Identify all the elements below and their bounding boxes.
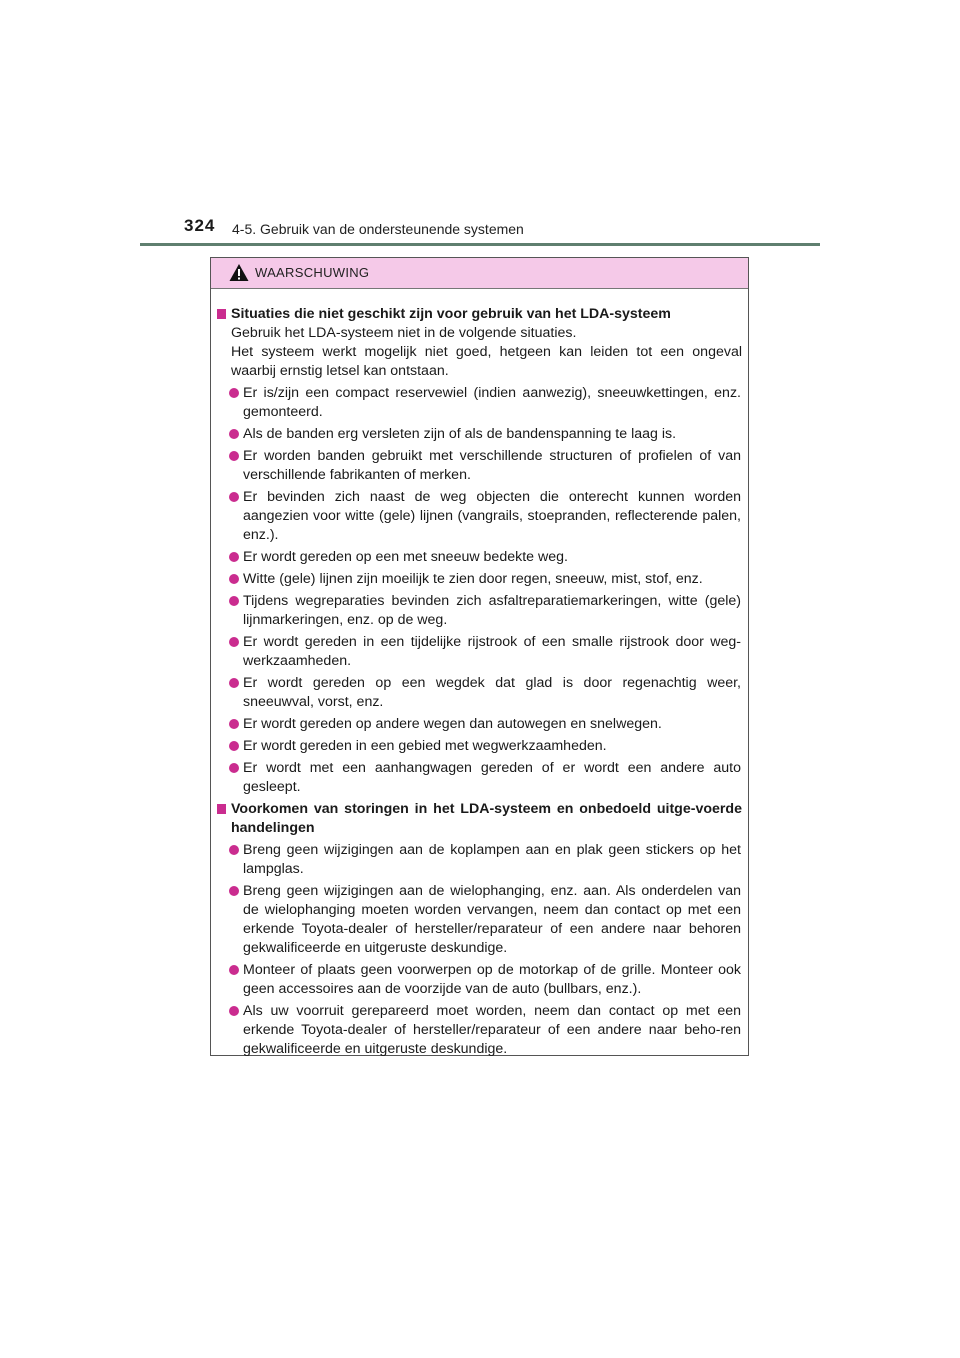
bullet-list-situations bbox=[217, 384, 742, 797]
list-item bbox=[217, 633, 742, 671]
bullet-list-prevention bbox=[217, 841, 742, 1059]
bullet-dot-icon bbox=[229, 637, 239, 647]
page-number: 324 bbox=[184, 216, 216, 235]
intro-paragraph: Het systeem werkt mogelijk niet goed, hetgeen kan leiden tot een ongeval waarbij ernstig letsel kan ontstaan. bbox=[231, 344, 742, 379]
section-heading-text: Situaties die niet geschikt zijn voor gebruik van het LDA-systeem bbox=[231, 306, 671, 322]
bullet-dot-icon bbox=[229, 574, 239, 584]
bullet-dot-icon bbox=[229, 388, 239, 398]
list-item-text: Er wordt gereden in een gebied met wegwerkzaamheden. bbox=[243, 738, 607, 754]
warning-label: WAARSCHUWING bbox=[255, 265, 370, 280]
square-bullet-icon bbox=[217, 804, 226, 814]
list-item bbox=[217, 592, 742, 630]
list-item-text: Er worden banden gebruikt met verschillende structuren of profielen of van verschillende fabrikanten of merken. bbox=[243, 448, 741, 483]
list-item bbox=[217, 674, 742, 712]
bullet-dot-icon bbox=[229, 552, 239, 562]
list-item bbox=[217, 447, 742, 485]
warning-header bbox=[211, 258, 748, 289]
bullet-dot-icon bbox=[229, 596, 239, 606]
section-title: 4-5. Gebruik van de ondersteunende systemen bbox=[232, 221, 524, 237]
list-item bbox=[217, 425, 742, 444]
list-item bbox=[217, 737, 742, 756]
warning-body bbox=[211, 289, 748, 1059]
bullet-dot-icon bbox=[229, 1006, 239, 1016]
bullet-dot-icon bbox=[229, 451, 239, 461]
bullet-dot-icon bbox=[229, 845, 239, 855]
list-item-text: Als uw voorruit gerepareerd moet worden, neem dan contact op met een erkende Toyota-dealer of hersteller/reparateur of een andere naar beho-ren gekwalificeerde en uitgeruste deskundige. bbox=[243, 1003, 741, 1057]
header-rule bbox=[140, 243, 820, 246]
bullet-dot-icon bbox=[229, 965, 239, 975]
bullet-dot-icon bbox=[229, 492, 239, 502]
bullet-dot-icon bbox=[229, 886, 239, 896]
list-item bbox=[217, 548, 742, 567]
list-item bbox=[217, 1002, 742, 1059]
bullet-dot-icon bbox=[229, 719, 239, 729]
square-bullet-icon bbox=[217, 309, 226, 319]
list-item-text: Er wordt gereden op een met sneeuw bedekte weg. bbox=[243, 549, 568, 565]
bullet-dot-icon bbox=[229, 763, 239, 773]
list-item-text: Tijdens wegreparaties bevinden zich asfaltreparatiemarkeringen, witte (gele) lijnmarkeringen, enz. op de weg. bbox=[243, 593, 741, 628]
list-item bbox=[217, 570, 742, 589]
list-item bbox=[217, 759, 742, 797]
bullet-dot-icon bbox=[229, 429, 239, 439]
warning-triangle-icon bbox=[229, 263, 249, 282]
bullet-dot-icon bbox=[229, 678, 239, 688]
list-item-text: Er wordt gereden op een wegdek dat glad is door regenachtig weer, sneeuwval, vorst, enz. bbox=[243, 675, 741, 710]
list-item-text: Er is/zijn een compact reservewiel (indien aanwezig), sneeuwkettingen, enz. gemonteerd. bbox=[243, 385, 741, 420]
section-heading-text: Voorkomen van storingen in het LDA-systeem en onbedoeld uitge-voerde handelingen bbox=[231, 801, 742, 836]
list-item-text: Er bevinden zich naast de weg objecten die onterecht kunnen worden aangezien voor witte (gele) lijnen (vangrails, stoepranden, reflecterende palen, enz.). bbox=[243, 489, 741, 543]
list-item-text: Breng geen wijzigingen aan de koplampen aan en plak geen stickers op het lampglas. bbox=[243, 842, 741, 877]
list-item-text: Monteer of plaats geen voorwerpen op de motorkap of de grille. Monteer ook geen accessoires aan de voorzijde van de auto (bullbars, enz.). bbox=[243, 962, 741, 997]
section-heading-situations bbox=[217, 305, 742, 324]
bullet-dot-icon bbox=[229, 741, 239, 751]
list-item bbox=[217, 384, 742, 422]
list-item bbox=[217, 841, 742, 879]
list-item bbox=[217, 488, 742, 545]
list-item-text: Breng geen wijzigingen aan de wielophanging, enz. aan. Als onderdelen van de wielophanging moeten worden vervangen, neem dan contact op met een erkende Toyota-dealer of hersteller/reparateur of een andere naar behoren gekwalificeerde en uitgeruste deskundige. bbox=[243, 883, 741, 956]
list-item-text: Er wordt met een aanhangwagen gereden of er wordt een andere auto gesleept. bbox=[243, 760, 741, 795]
list-item-text: Als de banden erg versleten zijn of als de bandenspanning te laag is. bbox=[243, 426, 677, 442]
warning-box bbox=[210, 257, 749, 1056]
list-item-text: Er wordt gereden op andere wegen dan autowegen en snelwegen. bbox=[243, 716, 662, 732]
list-item bbox=[217, 715, 742, 734]
list-item-text: Witte (gele) lijnen zijn moeilijk te zien door regen, sneeuw, mist, stof, enz. bbox=[243, 571, 703, 587]
list-item-text: Er wordt gereden in een tijdelijke rijstrook of een smalle rijstrook door weg-werkzaamheden. bbox=[243, 634, 741, 669]
list-item bbox=[217, 882, 742, 958]
list-item bbox=[217, 961, 742, 999]
intro-paragraph: Gebruik het LDA-systeem niet in de volgende situaties. bbox=[231, 325, 577, 341]
section-heading-prevention bbox=[217, 800, 742, 838]
